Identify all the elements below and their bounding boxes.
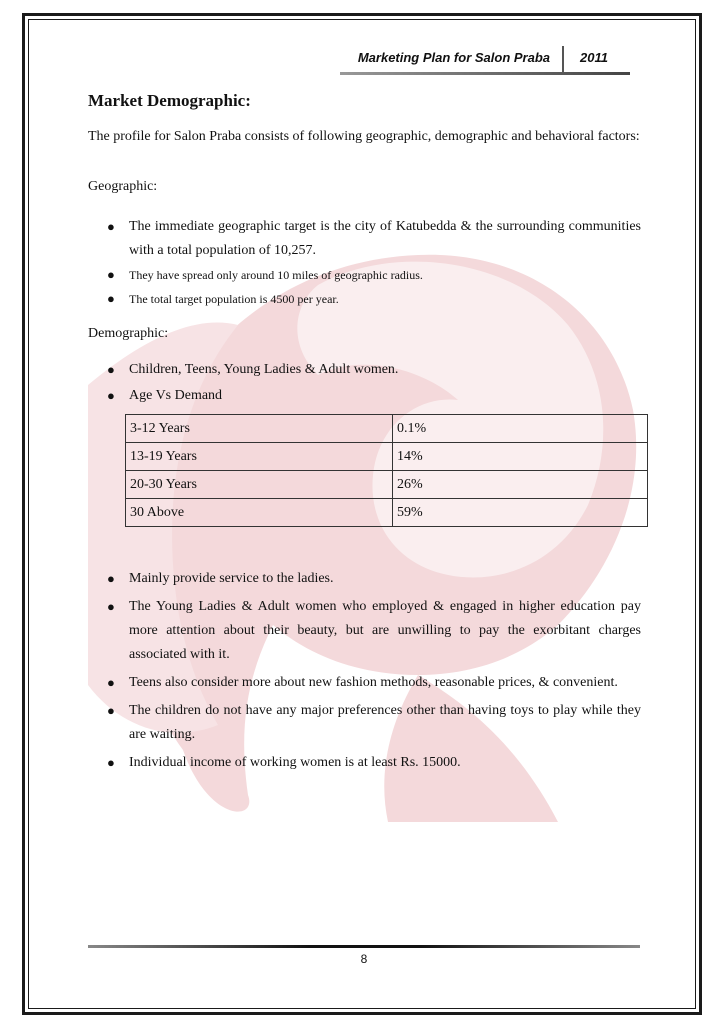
list-item-text: The Young Ladies & Adult women who employed & engaged in higher education pay more attention about their beauty, but are unwilling to pay the exorbitant charges associated with it.	[129, 599, 641, 662]
table-row	[126, 443, 648, 471]
intro-paragraph: The profile for Salon Praba consists of following geographic, demographic and behavioral factors:	[88, 129, 640, 144]
bullet-icon: ●	[107, 267, 115, 282]
list-item-text: The children do not have any major preferences other than having toys to play while they are waiting.	[129, 703, 641, 742]
bullet-icon: ●	[107, 362, 115, 377]
page-number: 8	[360, 952, 368, 966]
page-content	[88, 90, 641, 779]
demand-cell: 59%	[393, 499, 648, 527]
geographic-label: Geographic:	[88, 179, 158, 194]
bullet-icon: ●	[107, 291, 115, 306]
section-heading: Market Demographic:	[88, 91, 251, 110]
age-cell: 3-12 Years	[126, 415, 393, 443]
header-rule	[340, 72, 630, 75]
list-item	[88, 267, 641, 283]
list-item-text: The total target population is 4500 per year.	[129, 292, 339, 306]
age-cell: 13-19 Years	[126, 443, 393, 471]
list-item	[88, 567, 641, 591]
bullet-icon: ●	[107, 571, 115, 586]
demand-cell: 14%	[393, 443, 648, 471]
list-item	[88, 699, 641, 747]
document-title: Marketing Plan for Salon Praba	[357, 50, 550, 65]
demographic-list	[88, 361, 641, 405]
list-item	[88, 671, 641, 695]
list-item-text: Mainly provide service to the ladies.	[129, 571, 334, 586]
table-row	[126, 415, 648, 443]
bullet-icon: ●	[107, 219, 115, 234]
geographic-list	[88, 215, 641, 307]
bullet-icon: ●	[107, 703, 115, 718]
age-cell: 20-30 Years	[126, 471, 393, 499]
list-item	[88, 595, 641, 667]
list-item-text: Individual income of working women is at least Rs. 15000.	[129, 755, 461, 770]
list-item	[88, 387, 641, 405]
header-separator	[562, 46, 564, 72]
list-item-text: The immediate geographic target is the city of Katubedda & the surrounding communities with a total population of 10,257.	[129, 219, 641, 258]
age-cell: 30 Above	[126, 499, 393, 527]
demographic-label: Demographic:	[88, 326, 169, 341]
document-year: 2011	[580, 50, 608, 65]
list-item-text: They have spread only around 10 miles of geographic radius.	[129, 268, 423, 282]
bullet-icon: ●	[107, 755, 115, 770]
list-item	[88, 751, 641, 775]
list-item	[88, 215, 641, 263]
demand-cell: 26%	[393, 471, 648, 499]
demographic-details-list	[88, 567, 641, 775]
list-item-text: Teens also consider more about new fashion methods, reasonable prices, & convenient.	[129, 675, 618, 690]
bullet-icon: ●	[107, 388, 115, 403]
page-header	[88, 44, 630, 74]
table-row	[126, 471, 648, 499]
table-row	[126, 499, 648, 527]
list-item-text: Age Vs Demand	[129, 388, 223, 403]
list-item	[88, 291, 641, 307]
footer-rule	[88, 945, 640, 948]
demand-cell: 0.1%	[393, 415, 648, 443]
age-demand-table	[125, 414, 648, 527]
bullet-icon: ●	[107, 675, 115, 690]
bullet-icon: ●	[107, 599, 115, 614]
list-item	[88, 361, 641, 379]
list-item-text: Children, Teens, Young Ladies & Adult women.	[129, 362, 399, 377]
